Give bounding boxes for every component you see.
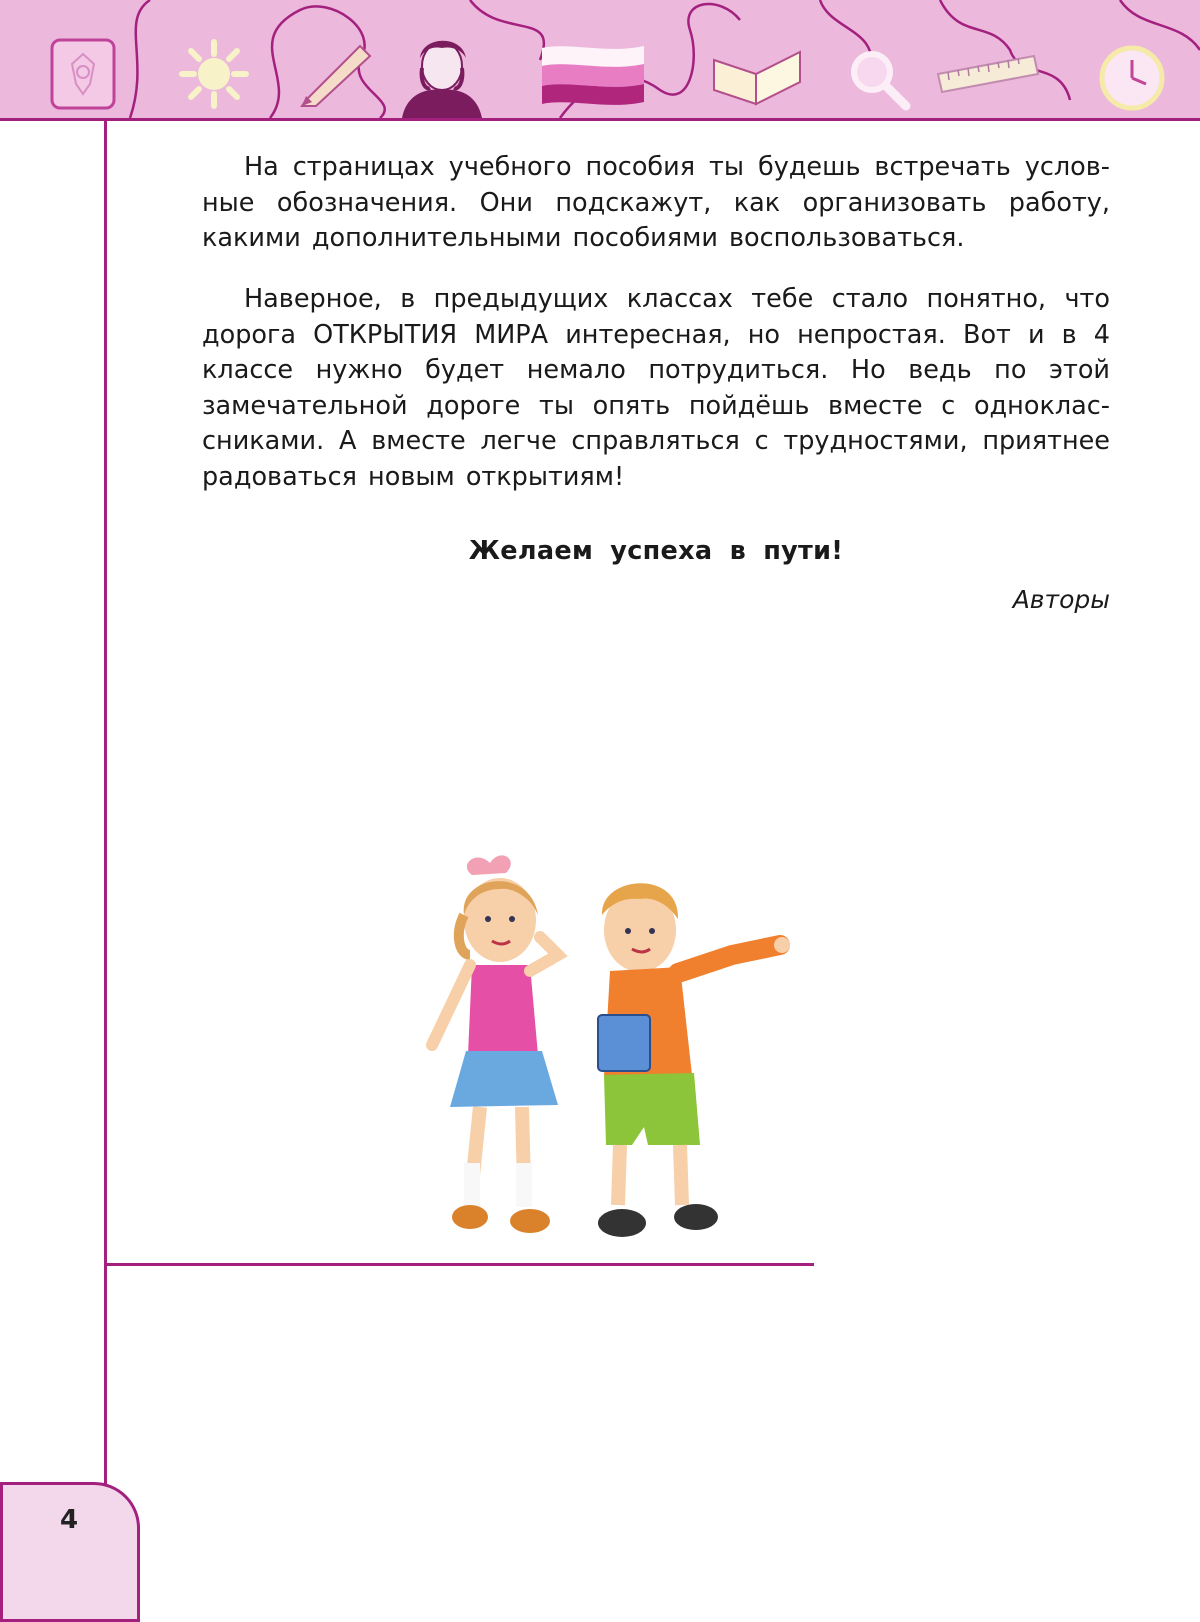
- boy-figure: [598, 883, 790, 1237]
- intro-paragraph-1: [202, 150, 1110, 257]
- page-header: [0, 0, 1200, 121]
- paragraph-text: Наверное, в предыдущих классах тебе стало понятно, что дорога ОТКРЫТИЯ МИРА интересная, но непростая. Вот и в 4 классе нужно будет немало потрудиться. Но ведь по этой замечательной дороге ты опять пойдёшь вместе с одноклассниками. А вместе легче справляться с трудностями, приятнее радоваться новым открытиям!: [202, 284, 1110, 492]
- page-number: 4: [60, 1505, 79, 1535]
- pencil-icon: [298, 38, 378, 108]
- clock-icon: [1098, 44, 1166, 112]
- pushkin-portrait-icon: [392, 28, 492, 118]
- girl-figure: [432, 855, 558, 1233]
- russian-flag-icon: [538, 42, 648, 108]
- wish-heading: Желаем успеха в пути!: [468, 536, 844, 566]
- magnifier-icon: [846, 46, 912, 112]
- ruler-icon: [934, 52, 1040, 98]
- sun-icon: [178, 38, 250, 110]
- page-number-tab: [0, 1482, 140, 1622]
- authors-signature: Авторы: [1012, 585, 1110, 614]
- intro-paragraph-2: [202, 282, 1110, 495]
- children-illustration: [410, 845, 810, 1285]
- paragraph-text: На страницах учебного пособия ты будешь встречать условные обозначения. Они подскажут, как организовать работу, какими дополнительными пособиями воспользоваться.: [202, 152, 1110, 253]
- open-book-icon: [708, 40, 808, 106]
- ground-line: [106, 1263, 814, 1266]
- coat-of-arms-icon: [50, 38, 116, 110]
- margin-rule: [104, 120, 107, 1485]
